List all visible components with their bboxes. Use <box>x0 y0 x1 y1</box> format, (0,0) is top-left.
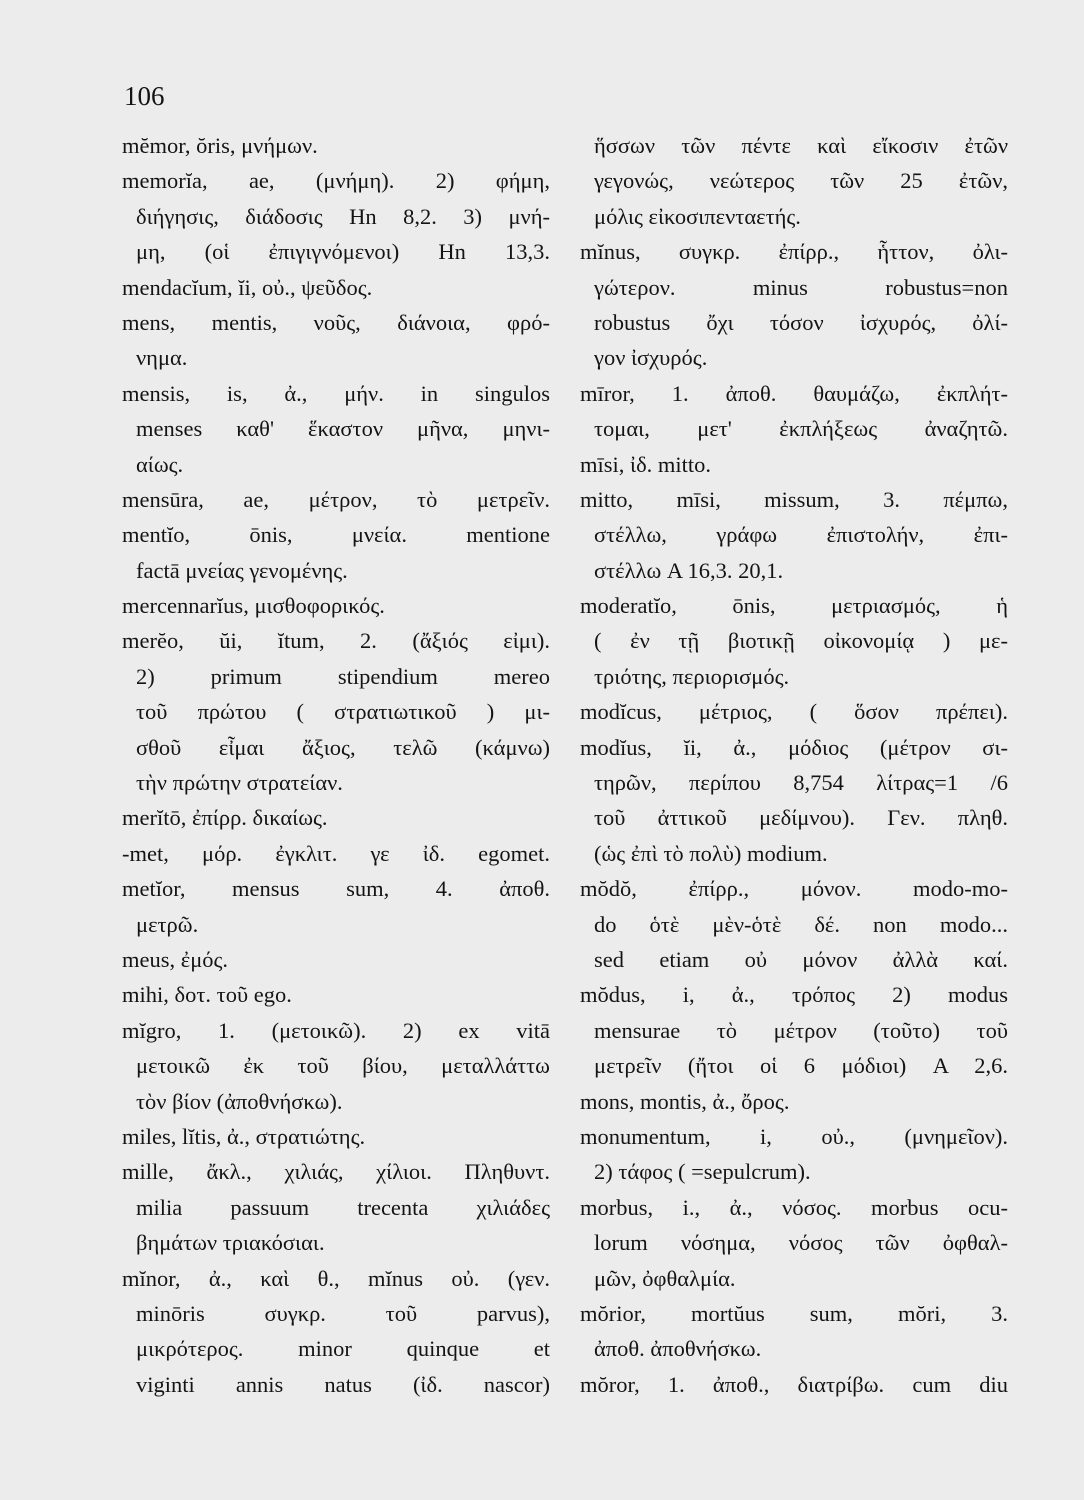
dictionary-line: mille, ἄκλ., χιλιάς, χίλιοι. Πληθυντ. <box>122 1159 550 1185</box>
dictionary-line: modĭus, ĭi, ἀ., μόδιος (μέτρον σι- <box>580 734 1008 760</box>
dictionary-line: lorum νόσημα, νόσος τῶν ὀφθαλ- <box>594 1230 1008 1256</box>
dictionary-line: αίως. <box>136 451 184 477</box>
dictionary-line: mercennarĭus, μισθοφορικός. <box>122 593 385 619</box>
dictionary-line: ἀποθ. ἀποθνήσκω. <box>594 1336 762 1362</box>
dictionary-line: 2) primum stipendium mereo <box>136 663 550 689</box>
page-number: 106 <box>124 81 165 111</box>
dictionary-line: viginti annis natus (ἰδ. nascor) <box>136 1371 550 1397</box>
dictionary-line: mendacĭum, ĭi, οὐ., ψεῦδος. <box>122 274 373 300</box>
dictionary-line: ( ἐν τῇ βιοτικῇ οἰκονομίᾳ ) με- <box>594 628 1008 654</box>
dictionary-line: monumentum, i, οὐ., (μνημεῖον). <box>580 1123 1008 1149</box>
dictionary-line: mens, mentis, νοῦς, διάνοια, φρό- <box>122 309 550 335</box>
dictionary-line: menses καθ' ἕκαστον μῆνα, μηνι- <box>136 416 550 442</box>
dictionary-line: mensūra, ae, μέτρον, τὸ μετρεῖν. <box>122 486 550 512</box>
dictionary-line: τομαι, μετ' ἐκπλήξεως ἀναζητῶ. <box>594 416 1008 442</box>
dictionary-line: mĭgro, 1. (μετοικῶ). 2) ex vitā <box>122 1017 550 1043</box>
dictionary-line: metĭor, mensus sum, 4. ἀποθ. <box>122 876 550 902</box>
dictionary-line: γώτερον. minus robustus=non <box>594 274 1008 300</box>
dictionary-line: γον ἰσχυρός. <box>594 345 708 371</box>
dictionary-line: βημάτων τριακόσιαι. <box>136 1230 325 1256</box>
dictionary-line: sed etiam οὐ μόνον ἀλλὰ καί. <box>594 946 1008 972</box>
dictionary-line: -met, μόρ. ἐγκλιτ. γε ἰδ. egomet. <box>122 840 550 866</box>
dictionary-line: μετρεῖν (ἤτοι οἱ 6 μόδιοι) A 2,6. <box>594 1053 1008 1079</box>
dictionary-line: γεγονώς, νεώτερος τῶν 25 ἐτῶν, <box>594 168 1008 194</box>
dictionary-line: στέλλω A 16,3. 20,1. <box>594 557 784 583</box>
dictionary-line: μόλις εἰκοσιπενταετής. <box>594 203 801 229</box>
dictionary-line: mĕmor, ŏris, μνήμων. <box>122 133 318 158</box>
dictionary-line: mentĭo, ōnis, μνεία. mentione <box>122 522 550 548</box>
dictionary-line: στέλλω, γράφω ἐπιστολήν, ἐπι- <box>594 522 1008 548</box>
dictionary-line: νημα. <box>136 345 188 371</box>
dictionary-line: memorĭa, ae, (μνήμη). 2) φήμη, <box>122 168 550 194</box>
dictionary-line: mŏdŏ, ἐπίρρ., μόνον. modo-mo- <box>580 876 1008 902</box>
dictionary-line: merĭtō, ἐπίρρ. δικαίως. <box>122 805 328 831</box>
dictionary-line: mĭnus, συγκρ. ἐπίρρ., ἧττον, ὀλι- <box>580 239 1008 265</box>
dictionary-line: factā μνείας γενομένης. <box>136 557 348 583</box>
left-column <box>122 128 550 1402</box>
dictionary-line: τριότης, περιορισμός. <box>594 663 790 689</box>
dictionary-line: τὸν βίον (ἀποθνήσκω). <box>136 1088 343 1114</box>
dictionary-line: minōris συγκρ. τοῦ parvus), <box>136 1300 550 1326</box>
right-column <box>580 128 1008 1402</box>
dictionary-line: robustus ὄχι τόσον ἰσχυρός, ὀλί- <box>594 309 1008 335</box>
dictionary-line: mĭnor, ἀ., καὶ θ., mĭnus οὐ. (γεν. <box>122 1265 550 1291</box>
dictionary-line: μετρῶ. <box>136 911 199 937</box>
dictionary-line: τοῦ πρώτου ( στρατιωτικοῦ ) μι- <box>136 699 550 725</box>
dictionary-line: mensurae τὸ μέτρον (τοῦτο) τοῦ <box>594 1017 1008 1043</box>
dictionary-line: μικρότερος. minor quinque et <box>136 1336 550 1362</box>
dictionary-line: mihi, δοτ. τοῦ ego. <box>122 982 292 1008</box>
dictionary-line: (ὡς ἐπὶ τὸ πολὺ) modium. <box>594 840 828 866</box>
dictionary-line: μη, (οἱ ἐπιγιγνόμενοι) Hn 13,3. <box>136 239 550 265</box>
dictionary-line: 2) τάφος ( =sepulcrum). <box>594 1159 811 1185</box>
dictionary-line: mons, montis, ἀ., ὄρος. <box>580 1088 790 1114</box>
dictionary-line: morbus, i., ἀ., νόσος. morbus ocu- <box>580 1194 1008 1220</box>
dictionary-line: merĕo, ŭi, ĭtum, 2. (ἄξιός εἰμι). <box>122 628 550 654</box>
dictionary-line: τοῦ ἀττικοῦ μεδίμνου). Γεν. πληθ. <box>594 805 1008 831</box>
dictionary-line: modĭcus, μέτριος, ( ὅσον πρέπει). <box>580 699 1008 725</box>
dictionary-line: mitto, mīsi, missum, 3. πέμπω, <box>580 486 1008 512</box>
dictionary-line: σθοῦ εἶμαι ἄξιος, τελῶ (κάμνω) <box>136 734 550 760</box>
dictionary-line: μῶν, ὀφθαλμία. <box>594 1265 736 1291</box>
dictionary-line: mīror, 1. ἀποθ. θαυμάζω, ἐκπλήτ- <box>580 380 1008 406</box>
dictionary-line: mŏror, 1. ἀποθ., διατρίβω. cum diu <box>580 1371 1008 1397</box>
dictionary-line: do ὁτὲ μὲν-ὁτὲ δέ. non modo... <box>594 911 1008 937</box>
dictionary-line: mīsi, ἰδ. mitto. <box>580 451 712 477</box>
dictionary-line: miles, lĭtis, ἀ., στρατιώτης. <box>122 1123 366 1149</box>
dictionary-line: ἥσσων τῶν πέντε καὶ εἴκοσιν ἐτῶν <box>594 133 1008 158</box>
dictionary-line: διήγησις, διάδοσις Hn 8,2. 3) μνή- <box>136 203 550 229</box>
dictionary-line: moderatĭo, ōnis, μετριασμός, ἡ <box>580 593 1008 619</box>
dictionary-line: milia passuum trecenta χιλιάδες <box>136 1194 550 1220</box>
dictionary-line: μετοικῶ ἐκ τοῦ βίου, μεταλλάττω <box>136 1053 550 1079</box>
dictionary-line: mŏrior, mortŭus sum, mŏri, 3. <box>580 1300 1008 1326</box>
dictionary-line: meus, ἐμός. <box>122 946 229 972</box>
dictionary-line: τηρῶν, περίπου 8,754 λίτρας=1 /6 <box>594 770 1008 796</box>
dictionary-line: mŏdus, i, ἀ., τρόπος 2) modus <box>580 982 1008 1008</box>
dictionary-line: τὴν πρώτην στρατείαν. <box>136 770 343 796</box>
dictionary-line: mensis, is, ἀ., μήν. in singulos <box>122 380 550 406</box>
